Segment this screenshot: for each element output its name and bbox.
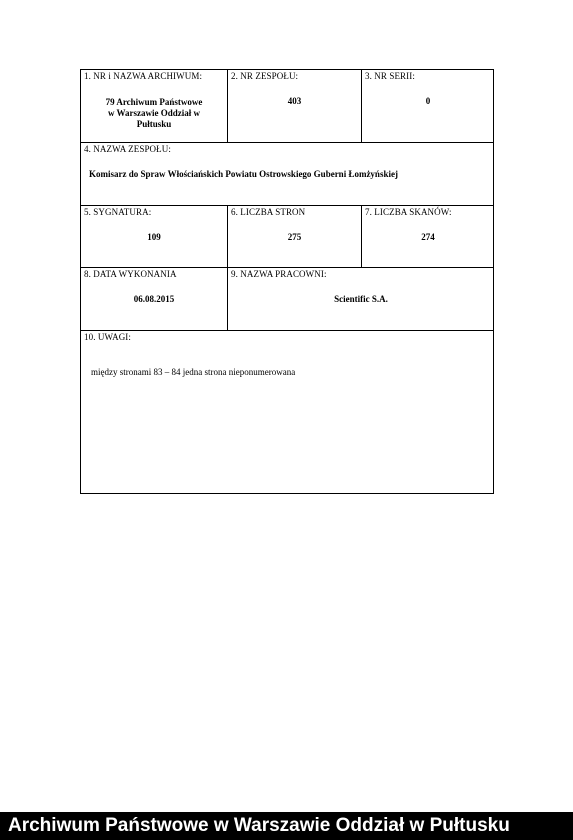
archive-value: 79 Archiwum Państwowe w Warszawie Oddział w Pułtusku	[105, 97, 203, 129]
archive-footer-banner	[0, 812, 573, 840]
signature-label: 5. SYGNATURA:	[84, 207, 152, 217]
archive-cell	[81, 70, 227, 142]
date-cell	[81, 268, 227, 330]
pages-value: 275	[287, 232, 302, 242]
remarks-cell	[81, 331, 494, 494]
fonds-number-value: 403	[287, 96, 302, 106]
footer-text: Archiwum Państwowe w Warszawie Oddział w Pułtusku	[8, 815, 510, 836]
fonds-number-cell	[228, 70, 361, 142]
scans-value: 274	[421, 232, 435, 242]
fonds-number-label: 2. NR ZESPOŁU:	[231, 71, 299, 81]
studio-cell	[228, 268, 494, 330]
fonds-name-cell	[81, 143, 494, 205]
fonds-name-label: 4. NAZWA ZESPOŁU:	[84, 144, 171, 154]
remarks-value: między stronami 83 – 84 jedna strona nieponumerowana	[91, 367, 296, 377]
signature-value: 109	[147, 232, 161, 242]
scans-label: 7. LICZBA SKANÓW:	[365, 207, 452, 217]
series-cell	[362, 70, 494, 142]
metadata-card	[80, 69, 494, 494]
archive-label: 1. NR i NAZWA ARCHIWUM:	[84, 71, 203, 81]
date-label: 8. DATA WYKONANIA	[84, 269, 177, 279]
signature-cell	[81, 206, 227, 267]
pages-cell	[228, 206, 361, 267]
series-label: 3. NR SERII:	[365, 71, 415, 81]
studio-value: Scientific S.A.	[334, 294, 388, 304]
fonds-name-value: Komisarz do Spraw Włościańskich Powiatu Ostrowskiego Guberni Łomżyńskiej	[89, 169, 398, 179]
series-value: 0	[425, 96, 431, 106]
remarks-label: 10. UWAGI:	[84, 332, 131, 342]
scans-cell	[362, 206, 494, 267]
date-value: 06.08.2015	[133, 294, 175, 304]
studio-label: 9. NAZWA PRACOWNI:	[231, 269, 327, 279]
pages-label: 6. LICZBA STRON	[231, 207, 306, 217]
